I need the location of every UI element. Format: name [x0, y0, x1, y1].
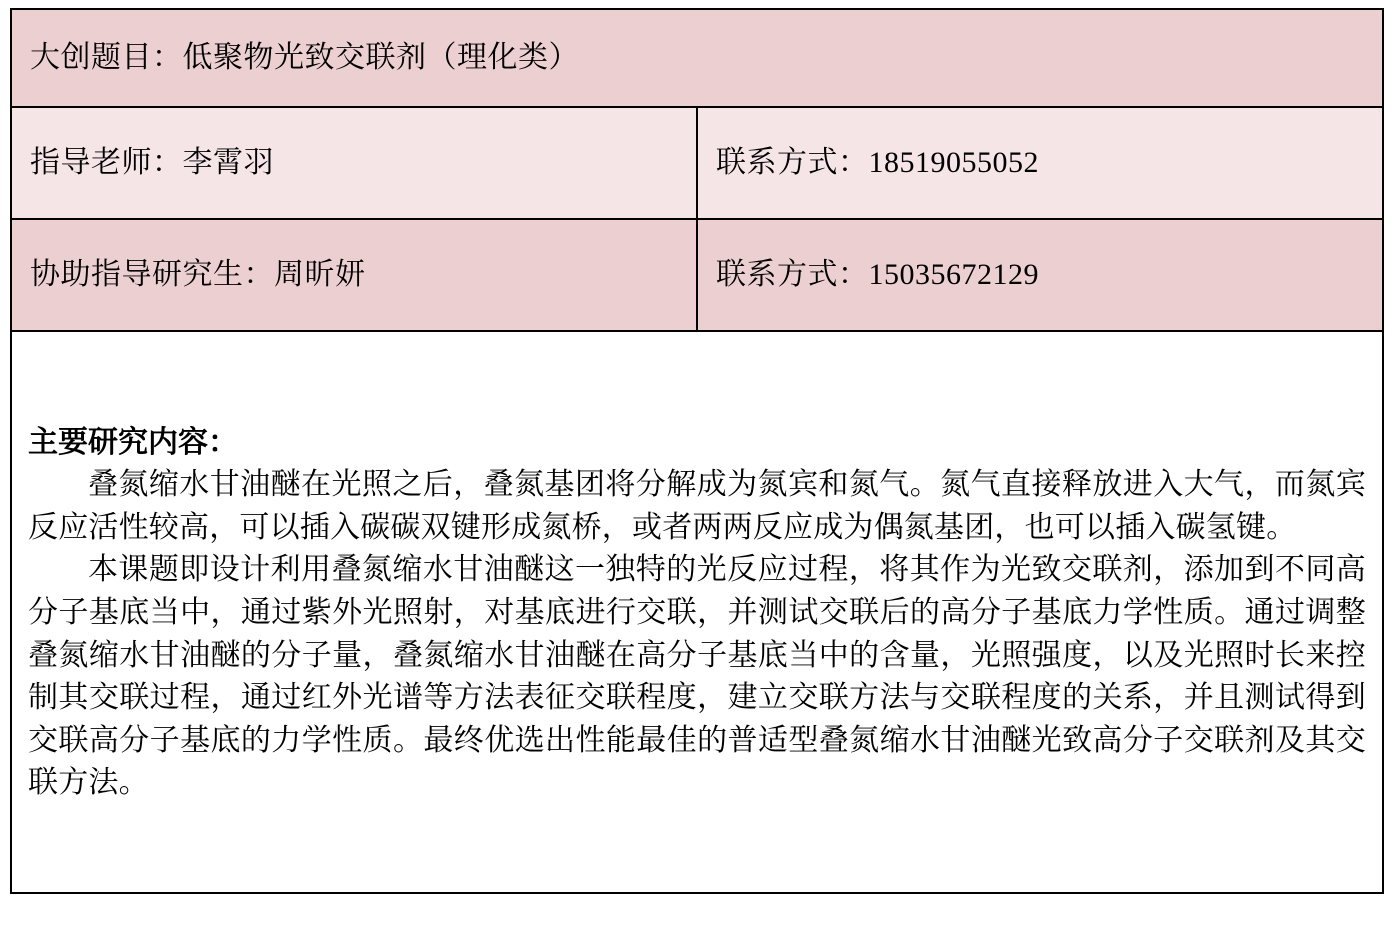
table-row-assistant	[11, 219, 1383, 331]
teacher-name-text: 指导老师：李霄羽	[30, 145, 274, 179]
project-title-text: 大创题目：低聚物光致交联剂（理化类）	[30, 40, 579, 74]
research-paragraph-2: 本课题即设计利用叠氮缩水甘油醚这一独特的光反应过程，将其作为光致交联剂，添加到不同高分子基底当中，通过紫外光照射，对基底进行交联，并测试交联后的高分子基底力学性质。通过调整叠氮缩水甘油醚的分子量，叠氮缩水甘油醚在高分子基底当中的含量，光照强度，以及光照时长来控制其交联过程，通过红外光谱等方法表征交联程度，建立交联方法与交联程度的关系，并且测试得到交联高分子基底的力学性质。最终优选出性能最佳的普适型叠氮缩水甘油醚光致高分子交联剂及其交联方法。	[28, 553, 1366, 800]
table-row-content	[11, 331, 1383, 893]
project-info-table	[10, 8, 1384, 894]
teacher-contact-cell	[697, 107, 1383, 219]
assistant-name-text: 协助指导研究生：周昕妍	[30, 257, 366, 291]
teacher-name-cell	[11, 107, 697, 219]
research-content-body	[12, 409, 1382, 815]
research-content-heading: 主要研究内容：	[28, 426, 238, 460]
research-content-cell	[11, 331, 1383, 893]
teacher-contact-text: 联系方式：18519055052	[716, 145, 1039, 179]
research-paragraph-1: 叠氮缩水甘油醚在光照之后，叠氮基团将分解成为氮宾和氮气。氮气直接释放进入大气，而氮宾反应活性较高，可以插入碳碳双键形成氮桥，或者两两反应成为偶氮基团，也可以插入碳氢键。	[28, 468, 1366, 544]
project-title-cell	[11, 9, 1383, 107]
assistant-name-cell	[11, 219, 697, 331]
table-row-teacher	[11, 107, 1383, 219]
assistant-contact-text: 联系方式：15035672129	[716, 257, 1039, 291]
table-row-title	[11, 9, 1383, 107]
assistant-contact-cell	[697, 219, 1383, 331]
